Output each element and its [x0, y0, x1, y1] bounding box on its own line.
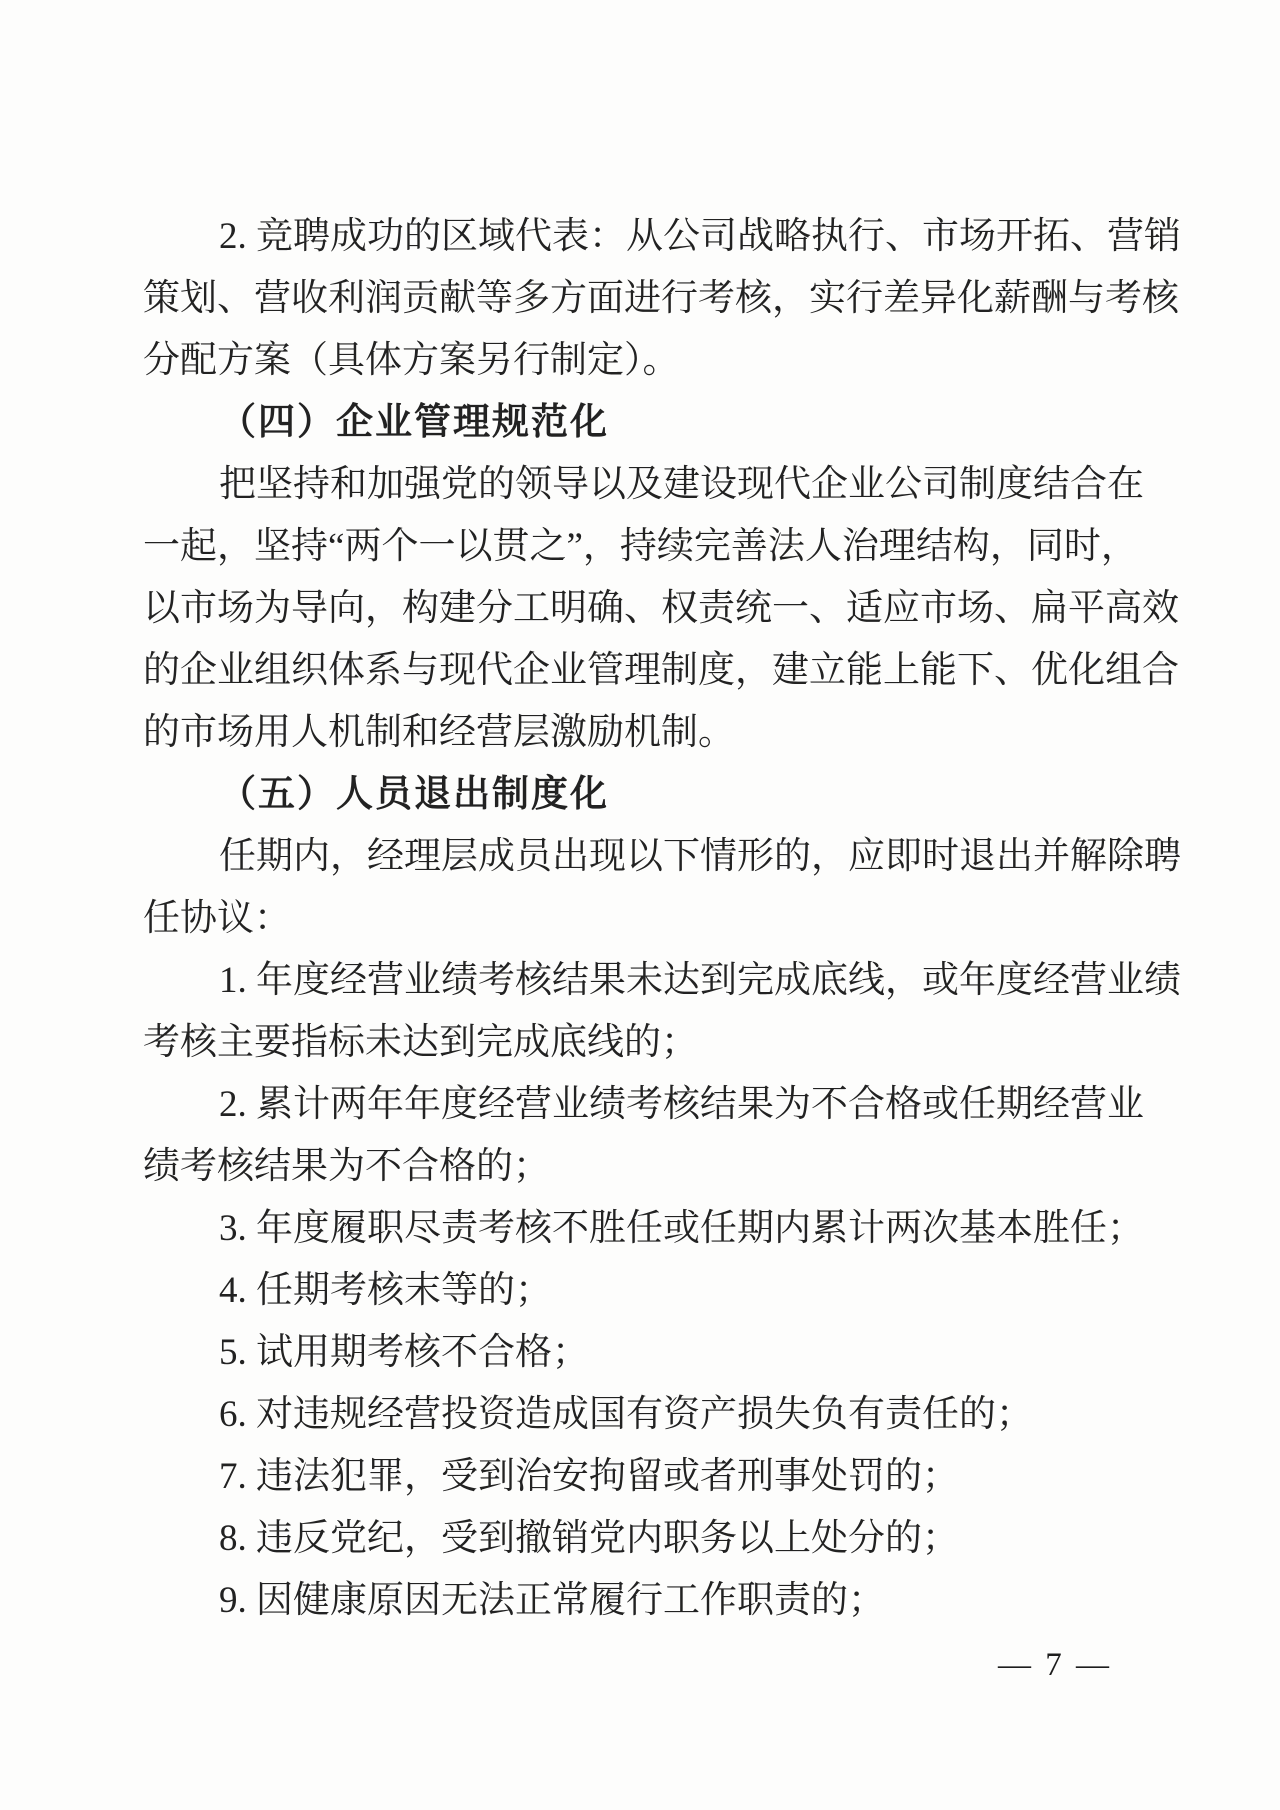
text-line: 3. 年度履职尽责考核不胜任或任期内累计两次基本胜任； — [219, 1208, 1144, 1249]
text-line: 绩考核结果为不合格的； — [143, 1146, 550, 1187]
text-line: 7. 违法犯罪，受到治安拘留或者刑事处罚的； — [219, 1456, 959, 1497]
text-line: 一 起 ， 坚 持 “ 两 个 一 以 贯 之 ” ， 持 续 完 善 法 人 治 理 结 构 ， 同 时 ， — [143, 526, 1138, 567]
text-line: 5. 试用期考核不合格； — [219, 1332, 589, 1373]
text-line: 把 坚 持 和 加 强 党 的 领 导 以 及 建 设 现 代 企 业 公 司 制 度 结 合 在 — [219, 464, 1144, 505]
text-line: 策 划 、 营 收 利 润 贡 献 等 多 方 面 进 行 考 核 ， 实 行 差 异 化 薪 酬 与 考 核 — [143, 278, 1179, 319]
section-heading: （五）人员退出制度化 — [219, 774, 609, 815]
text-line: 任协议： — [143, 898, 291, 939]
page-number: — 7 — — [998, 1647, 1112, 1683]
text-line: 2 . 累 计 两 年 年 度 经 营 业 绩 考 核 结 果 为 不 合 格 或 任 期 经 营 业 — [219, 1084, 1144, 1125]
text-line: 9. 因健康原因无法正常履行工作职责的； — [219, 1580, 885, 1621]
document-body — [143, 206, 1181, 1632]
text-line: 任 期 内 ， 经 理 层 成 员 出 现 以 下 情 形 的 ， 应 即 时 退 出 并 解 除 聘 — [219, 836, 1181, 877]
text-line: 4. 任期考核末等的； — [219, 1270, 552, 1311]
text-line: 分配方案（具体方案另行制定）。 — [143, 340, 680, 381]
text-line: 1 . 年 度 经 营 业 绩 考 核 结 果 未 达 到 完 成 底 线 ， 或 年 度 经 营 业 绩 — [219, 960, 1181, 1001]
text-line: 8. 违反党纪，受到撤销党内职务以上处分的； — [219, 1518, 959, 1559]
text-line: 2 . 竞 聘 成 功 的 区 域 代 表 ： 从 公 司 战 略 执 行 、 市 场 开 拓 、 营 销 — [219, 216, 1181, 257]
text-line: 以 市 场 为 导 向 ， 构 建 分 工 明 确 、 权 责 统 一 、 适 应 市 场 、 扁 平 高 效 — [143, 588, 1179, 629]
text-line: 的市场用人机制和经营层激励机制。 — [143, 712, 735, 753]
section-heading: （四）企业管理规范化 — [219, 402, 609, 443]
text-line: 的 企 业 组 织 体 系 与 现 代 企 业 管 理 制 度 ， 建 立 能 上 能 下 、 优 化 组 合 — [143, 650, 1179, 691]
text-line: 考核主要指标未达到完成底线的； — [143, 1022, 698, 1063]
text-line: 6. 对违规经营投资造成国有资产损失负有责任的； — [219, 1394, 1033, 1435]
